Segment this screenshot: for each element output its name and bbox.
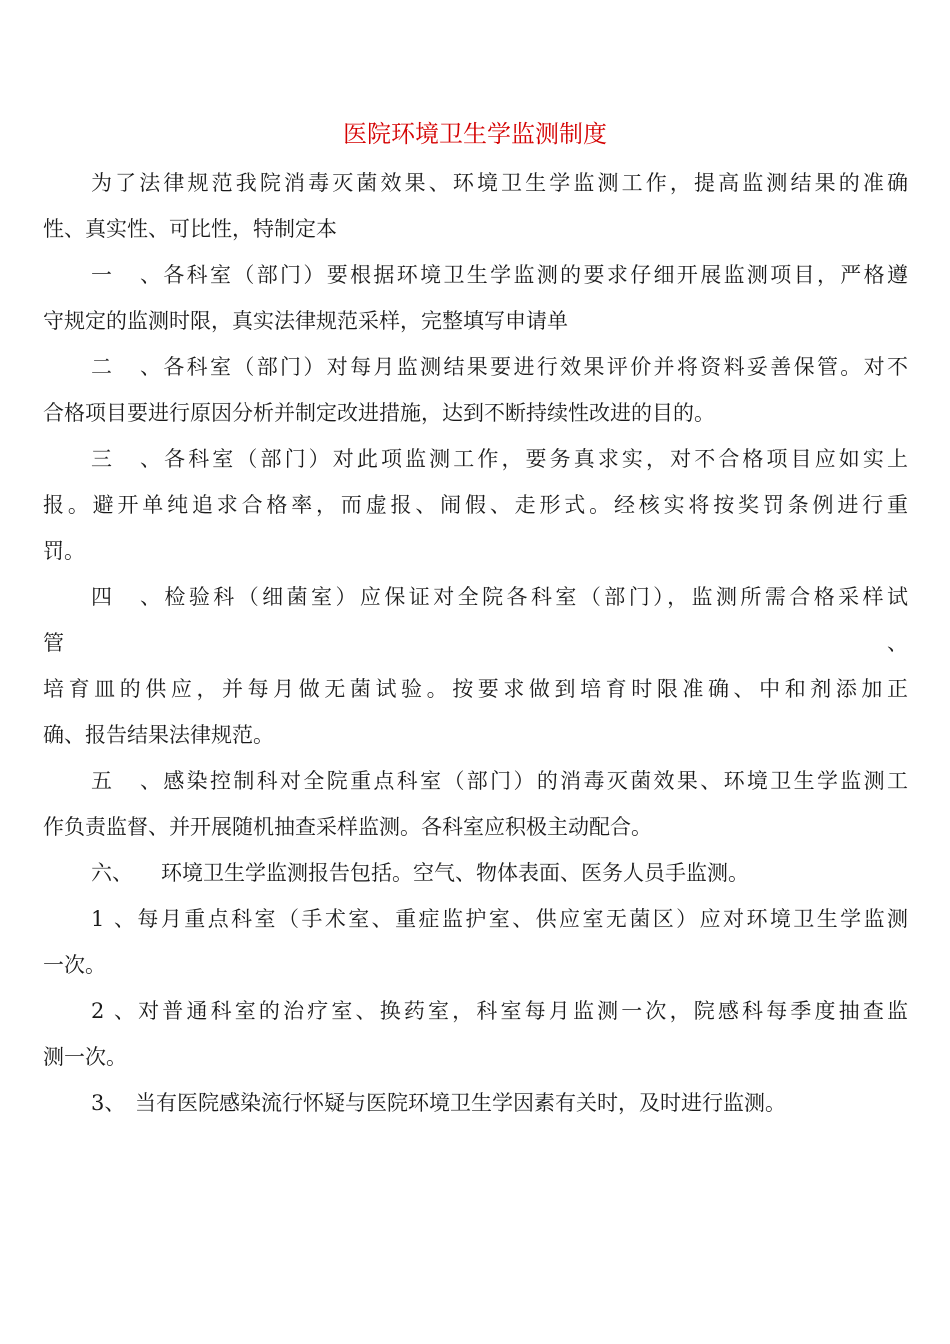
subitem-3-text-1: 当有医院感染流行怀疑与医院环境卫生学因素有关时，及时进行监测。 bbox=[135, 1091, 786, 1115]
intro-line-2: 性、真实性、可比性，特制定本 bbox=[43, 217, 337, 241]
item-1-text-1: 各科室（部门）要根据环境卫生学监测的要求仔细开展监测项目，严格遵 bbox=[161, 263, 908, 287]
item-4-line-2b: 、 bbox=[887, 631, 908, 655]
item-3-text-1: 各科室（部门）对此项监测工作，要务真求实，对不合格项目应如实上 bbox=[161, 447, 908, 471]
item-6-line-1 bbox=[43, 858, 908, 888]
item-6-text-1: 环境卫生学监测报告包括。空气、物体表面、医务人员手监测。 bbox=[161, 861, 749, 885]
subitem-3-number: 3、 bbox=[91, 1091, 126, 1115]
subitem-1-number: 1、 bbox=[91, 907, 135, 931]
item-4-line-3: 培育皿的供应，并每月做无菌试验。按要求做到培育时限准确、中和剂添加正 bbox=[43, 677, 908, 701]
subitem-3-line-1 bbox=[43, 1088, 908, 1118]
item-6-number: 六、 bbox=[91, 861, 133, 885]
item-2-number: 二、 bbox=[91, 355, 161, 379]
item-3-number: 三、 bbox=[91, 447, 161, 471]
subitem-1-line-2: 一次。 bbox=[43, 953, 106, 977]
item-4-number: 四、 bbox=[91, 585, 161, 609]
item-1-line-2: 守规定的监测时限，真实法律规范采样，完整填写申请单 bbox=[43, 309, 568, 333]
subitem-1-line-1 bbox=[43, 904, 908, 934]
subitem-2-line-2: 测一次。 bbox=[43, 1045, 127, 1069]
intro-line-1: 为了法律规范我院消毒灭菌效果、环境卫生学监测工作，提高监测结果的准确 bbox=[91, 171, 908, 195]
subitem-2-number: 2、 bbox=[91, 999, 135, 1023]
item-1-line-1 bbox=[43, 260, 908, 290]
item-3-line-1 bbox=[43, 444, 908, 474]
item-1-number: 一、 bbox=[91, 263, 161, 287]
subitem-2-line-1 bbox=[43, 996, 908, 1026]
item-3-line-3: 罚。 bbox=[43, 539, 85, 563]
item-2-line-1 bbox=[43, 352, 908, 382]
item-2-text-1: 各科室（部门）对每月监测结果要进行效果评价并将资料妥善保管。对不 bbox=[161, 355, 908, 379]
item-4-line-1 bbox=[43, 582, 908, 612]
item-4-line-4: 确、报告结果法律规范。 bbox=[43, 723, 274, 747]
document-title: 医院环境卫生学监测制度 bbox=[343, 120, 607, 148]
subitem-2-text-1: 对普通科室的治疗室、换药室，科室每月监测一次，院感科每季度抽查监 bbox=[135, 999, 908, 1023]
item-2-line-2: 合格项目要进行原因分析并制定改进措施，达到不断持续性改进的目的。 bbox=[43, 401, 715, 425]
item-5-line-1 bbox=[43, 766, 908, 796]
item-5-line-2: 作负责监督、并开展随机抽查采样监测。各科室应积极主动配合。 bbox=[43, 815, 652, 839]
item-5-text-1: 感染控制科对全院重点科室（部门）的消毒灭菌效果、环境卫生学监测工 bbox=[161, 769, 908, 793]
item-3-line-2: 报。避开单纯追求合格率，而虚报、闹假、走形式。经核实将按奖罚条例进行重 bbox=[43, 493, 908, 517]
subitem-1-text-1: 每月重点科室（手术室、重症监护室、供应室无菌区）应对环境卫生学监测 bbox=[135, 907, 908, 931]
item-5-number: 五、 bbox=[91, 769, 161, 793]
item-4-text-1: 检验科（细菌室）应保证对全院各科室（部门），监测所需合格采样试 bbox=[161, 585, 908, 609]
item-4-line-2a: 管 bbox=[43, 631, 64, 655]
